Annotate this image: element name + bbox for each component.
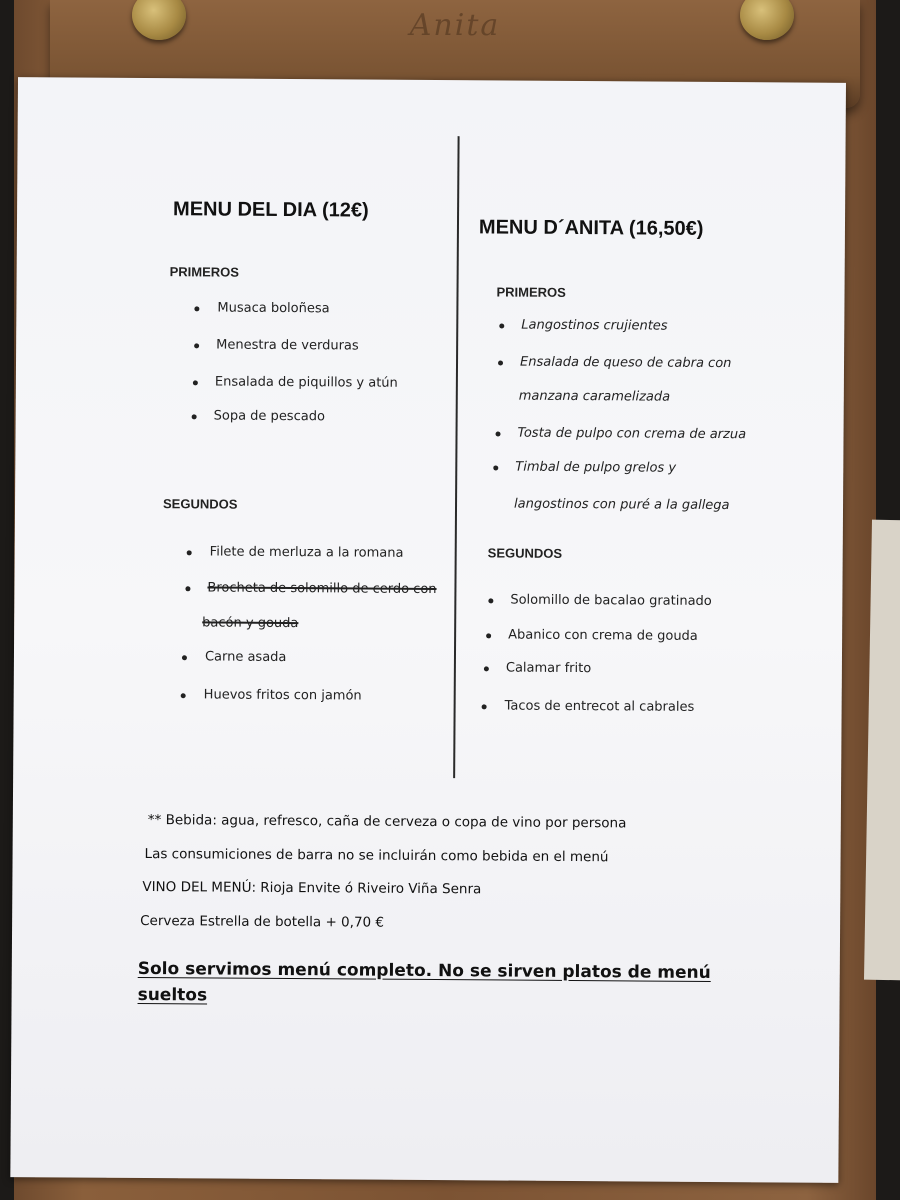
menu-dia-primero-4: Sopa de pescado xyxy=(213,408,325,425)
bullet xyxy=(486,633,491,638)
menu-anita-primero-2-cont: manzana caramelizada xyxy=(518,388,671,405)
menu-anita-primero-2: Ensalada de queso de cabra con xyxy=(519,354,732,372)
menu-anita-primero-4: Timbal de pulpo grelos y xyxy=(515,459,677,476)
bullet xyxy=(192,414,197,419)
bullet xyxy=(499,323,504,328)
menu-anita-segundo-4: Tacos de entrecot al cabrales xyxy=(504,698,695,715)
menu-dia-primero-3: Ensalada de piquillos y atún xyxy=(214,374,398,391)
bullet xyxy=(182,655,187,660)
menu-dia-segundos-label: SEGUNDOS xyxy=(162,496,238,512)
menu-anita-primeros-label: PRIMEROS xyxy=(496,284,566,300)
menu-anita-primero-3: Tosta de pulpo con crema de arzua xyxy=(517,425,747,443)
menu-dia-primeros-label: PRIMEROS xyxy=(169,264,240,280)
menu-dia-primero-1: Musaca boloñesa xyxy=(217,300,330,317)
bullet xyxy=(194,343,199,348)
bullet xyxy=(482,704,487,709)
menu-dia-segundo-1: Filete de merluza a la romana xyxy=(209,544,404,561)
menu-anita-primero-1: Langostinos crujientes xyxy=(521,317,668,334)
menu-dia-primero-2: Menestra de verduras xyxy=(216,337,359,354)
bullet xyxy=(194,306,199,311)
note-bebida: ** Bebida: agua, refresco, caña de cerveza o copa de vino por persona xyxy=(147,812,627,832)
menu-anita-title: MENU D´ANITA (16,50€) xyxy=(478,216,704,240)
note-barra: Las consumiciones de barra no se incluirán como bebida en el menú xyxy=(144,846,609,866)
column-divider xyxy=(453,136,459,778)
menu-dia-title: MENU DEL DIA (12€) xyxy=(173,198,369,222)
bullet xyxy=(488,598,493,603)
bullet xyxy=(187,550,192,555)
footer-warning xyxy=(138,956,711,1012)
clipboard-brand: Anita xyxy=(409,8,501,43)
menu-anita-segundo-2: Abanico con crema de gouda xyxy=(508,627,698,644)
bullet xyxy=(484,666,489,671)
menu-dia-segundo-4: Huevos fritos con jamón xyxy=(203,687,362,704)
bullet xyxy=(496,431,501,436)
footer-line-2: sueltos xyxy=(137,984,208,1006)
menu-anita-segundo-3: Calamar frito xyxy=(505,660,592,677)
menu-sheet xyxy=(10,77,846,1183)
footer-line-1: Solo servimos menú completo. No se sirven platos de menú xyxy=(137,958,711,983)
note-cerveza: Cerveza Estrella de botella + 0,70 € xyxy=(140,912,385,931)
bullet xyxy=(181,693,186,698)
menu-dia-segundo-2-crossed: Brocheta de solomillo de cerdo con xyxy=(207,580,437,598)
bullet xyxy=(185,586,190,591)
menu-dia-segundo-3: Carne asada xyxy=(204,649,287,665)
bullet xyxy=(498,360,503,365)
menu-anita-segundos-label: SEGUNDOS xyxy=(487,545,563,561)
bullet xyxy=(193,380,198,385)
menu-dia-segundo-2-crossed-cont: bacón y gouda xyxy=(202,615,299,632)
note-vino: VINO DEL MENÚ: Rioja Envite ó Riveiro Viña Senra xyxy=(142,878,482,898)
menu-anita-primero-4-cont: langostinos con puré a la gallega xyxy=(513,496,730,514)
menu-anita-segundo-1: Solomillo de bacalao gratinado xyxy=(510,592,712,609)
bullet xyxy=(493,465,498,470)
